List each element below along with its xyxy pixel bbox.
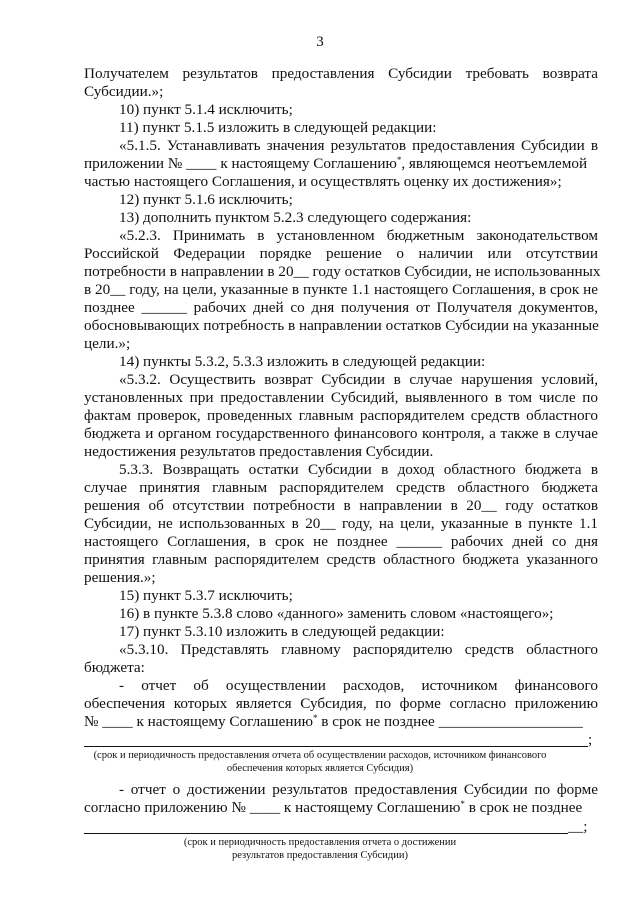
text-line: 16) в пункте 5.3.8 слово «данного» заменить словом «настоящего»; [119,605,554,622]
text-segment: приложении № ____ к настоящему Соглашению [84,155,397,172]
footnote-marker: * [460,799,465,809]
text-line: 5.3.3. Возвращать остатки Субсидии в доход областного бюджета в [119,461,598,478]
text-segment: согласно приложению № ____ к настоящему Соглашению [84,799,461,816]
text-segment: , являющемся неотъемлемой [401,155,588,172]
text-line: принятия главным распорядителем средств областного бюджета указанного [84,551,598,568]
footnote-marker: * [312,713,318,723]
text-segment: в срок не позднее ___________________ [317,713,583,730]
text-line: 13) дополнить пунктом 5.2.3 следующего содержания: [119,209,472,226]
text-line: ; [588,731,593,748]
text-line: случае принятия главным распорядителем средств областного бюджета [84,479,598,496]
text-line: - отчет об осуществлении расходов, источником финансового [119,677,598,694]
text-line: недостижения результатов предоставления Субсидии. [84,443,434,460]
text-line: настоящего Соглашения, в срок не позднее ______ рабочих дней со дня [84,533,598,550]
text-line: Российской Федерации порядке решение о наличии или отсутствии [84,245,598,262]
text-line: частью настоящего Соглашения, и осуществлять оценку их достижения»; [84,173,562,190]
blank-fill-line [84,833,568,834]
text-line: «5.2.3. Принимать в установленном бюджетным законодательством [119,227,598,244]
text-line: 15) пункт 5.3.7 исключить; [119,587,293,604]
text-line: 17) пункт 5.3.10 изложить в следующей редакции: [119,623,445,640]
text-line: 12) пункт 5.1.6 исключить; [119,191,293,208]
text-line: бюджета: [84,659,145,676]
footnote-caption: результатов предоставления Субсидии) [231,850,409,861]
text-line: позднее ______ рабочих дней со дня получения от Получателя документов, [84,299,598,316]
text-line: обосновывающих потребность в направлении остатков Субсидии на указанные [84,317,599,334]
text-line-with-footnote [84,713,598,731]
footnote-caption: обеспечения которых является Субсидия) [226,763,414,774]
footnote-caption: (срок и периодичность предоставления отчета о достижении [183,837,457,848]
text-line: «5.3.2. Осуществить возврат Субсидии в случае нарушения условий, [119,371,598,388]
text-line: - отчет о достижении результатов предоставления Субсидии по форме [119,781,598,798]
text-line: «5.1.5. Устанавливать значения результатов предоставления Субсидии в [119,137,598,154]
page-number: 3 [316,34,324,50]
text-line: решения об отсутствии потребности в направлении в 20__ году остатков [84,497,598,514]
text-segment: в срок не позднее [464,799,583,816]
text-line: Субсидии.»; [84,83,164,100]
text-segment: № ____ к настоящему Соглашению [84,713,313,730]
text-line: «5.3.10. Представлять главному распорядителю средств областного [119,641,598,658]
text-line-with-footnote [84,155,598,173]
text-line: решения.»; [84,569,156,586]
text-line-with-footnote [84,799,598,817]
text-line: установленных при предоставлении Субсидий, выявленного в том числе по [84,389,598,406]
text-line: фактам проверок, проведенных главным распорядителем средств областного [84,407,598,424]
footnote-marker: * [396,155,402,165]
footnote-caption: (срок и периодичность предоставления отчета об осуществлении расходов, источником финансового [93,750,547,761]
text-line: __; [568,818,588,835]
text-line: цели.»; [84,335,131,352]
text-line: бюджета и органом государственного финансового контроля, а также в случае [84,425,598,442]
text-line: 10) пункт 5.1.4 исключить; [119,101,293,118]
blank-fill-line [84,746,588,747]
text-line: Субсидии, не использованных в 20__ году, на цели, указанные в пункте 1.1 [84,515,598,532]
text-line: Получателем результатов предоставления Субсидии требовать возврата [84,65,598,82]
text-line: 11) пункт 5.1.5 изложить в следующей редакции: [119,119,437,136]
text-line: потребности в направлении в 20__ году остатков Субсидии, не использованных [84,263,601,280]
text-line: в 20__ году, на цели, указанные в пункте 1.1 настоящего Соглашения, в срок не [84,281,598,298]
text-line: 14) пункты 5.3.2, 5.3.3 изложить в следующей редакции: [119,353,486,370]
text-line: обеспечения которых является Субсидия, по форме согласно приложению [84,695,598,712]
